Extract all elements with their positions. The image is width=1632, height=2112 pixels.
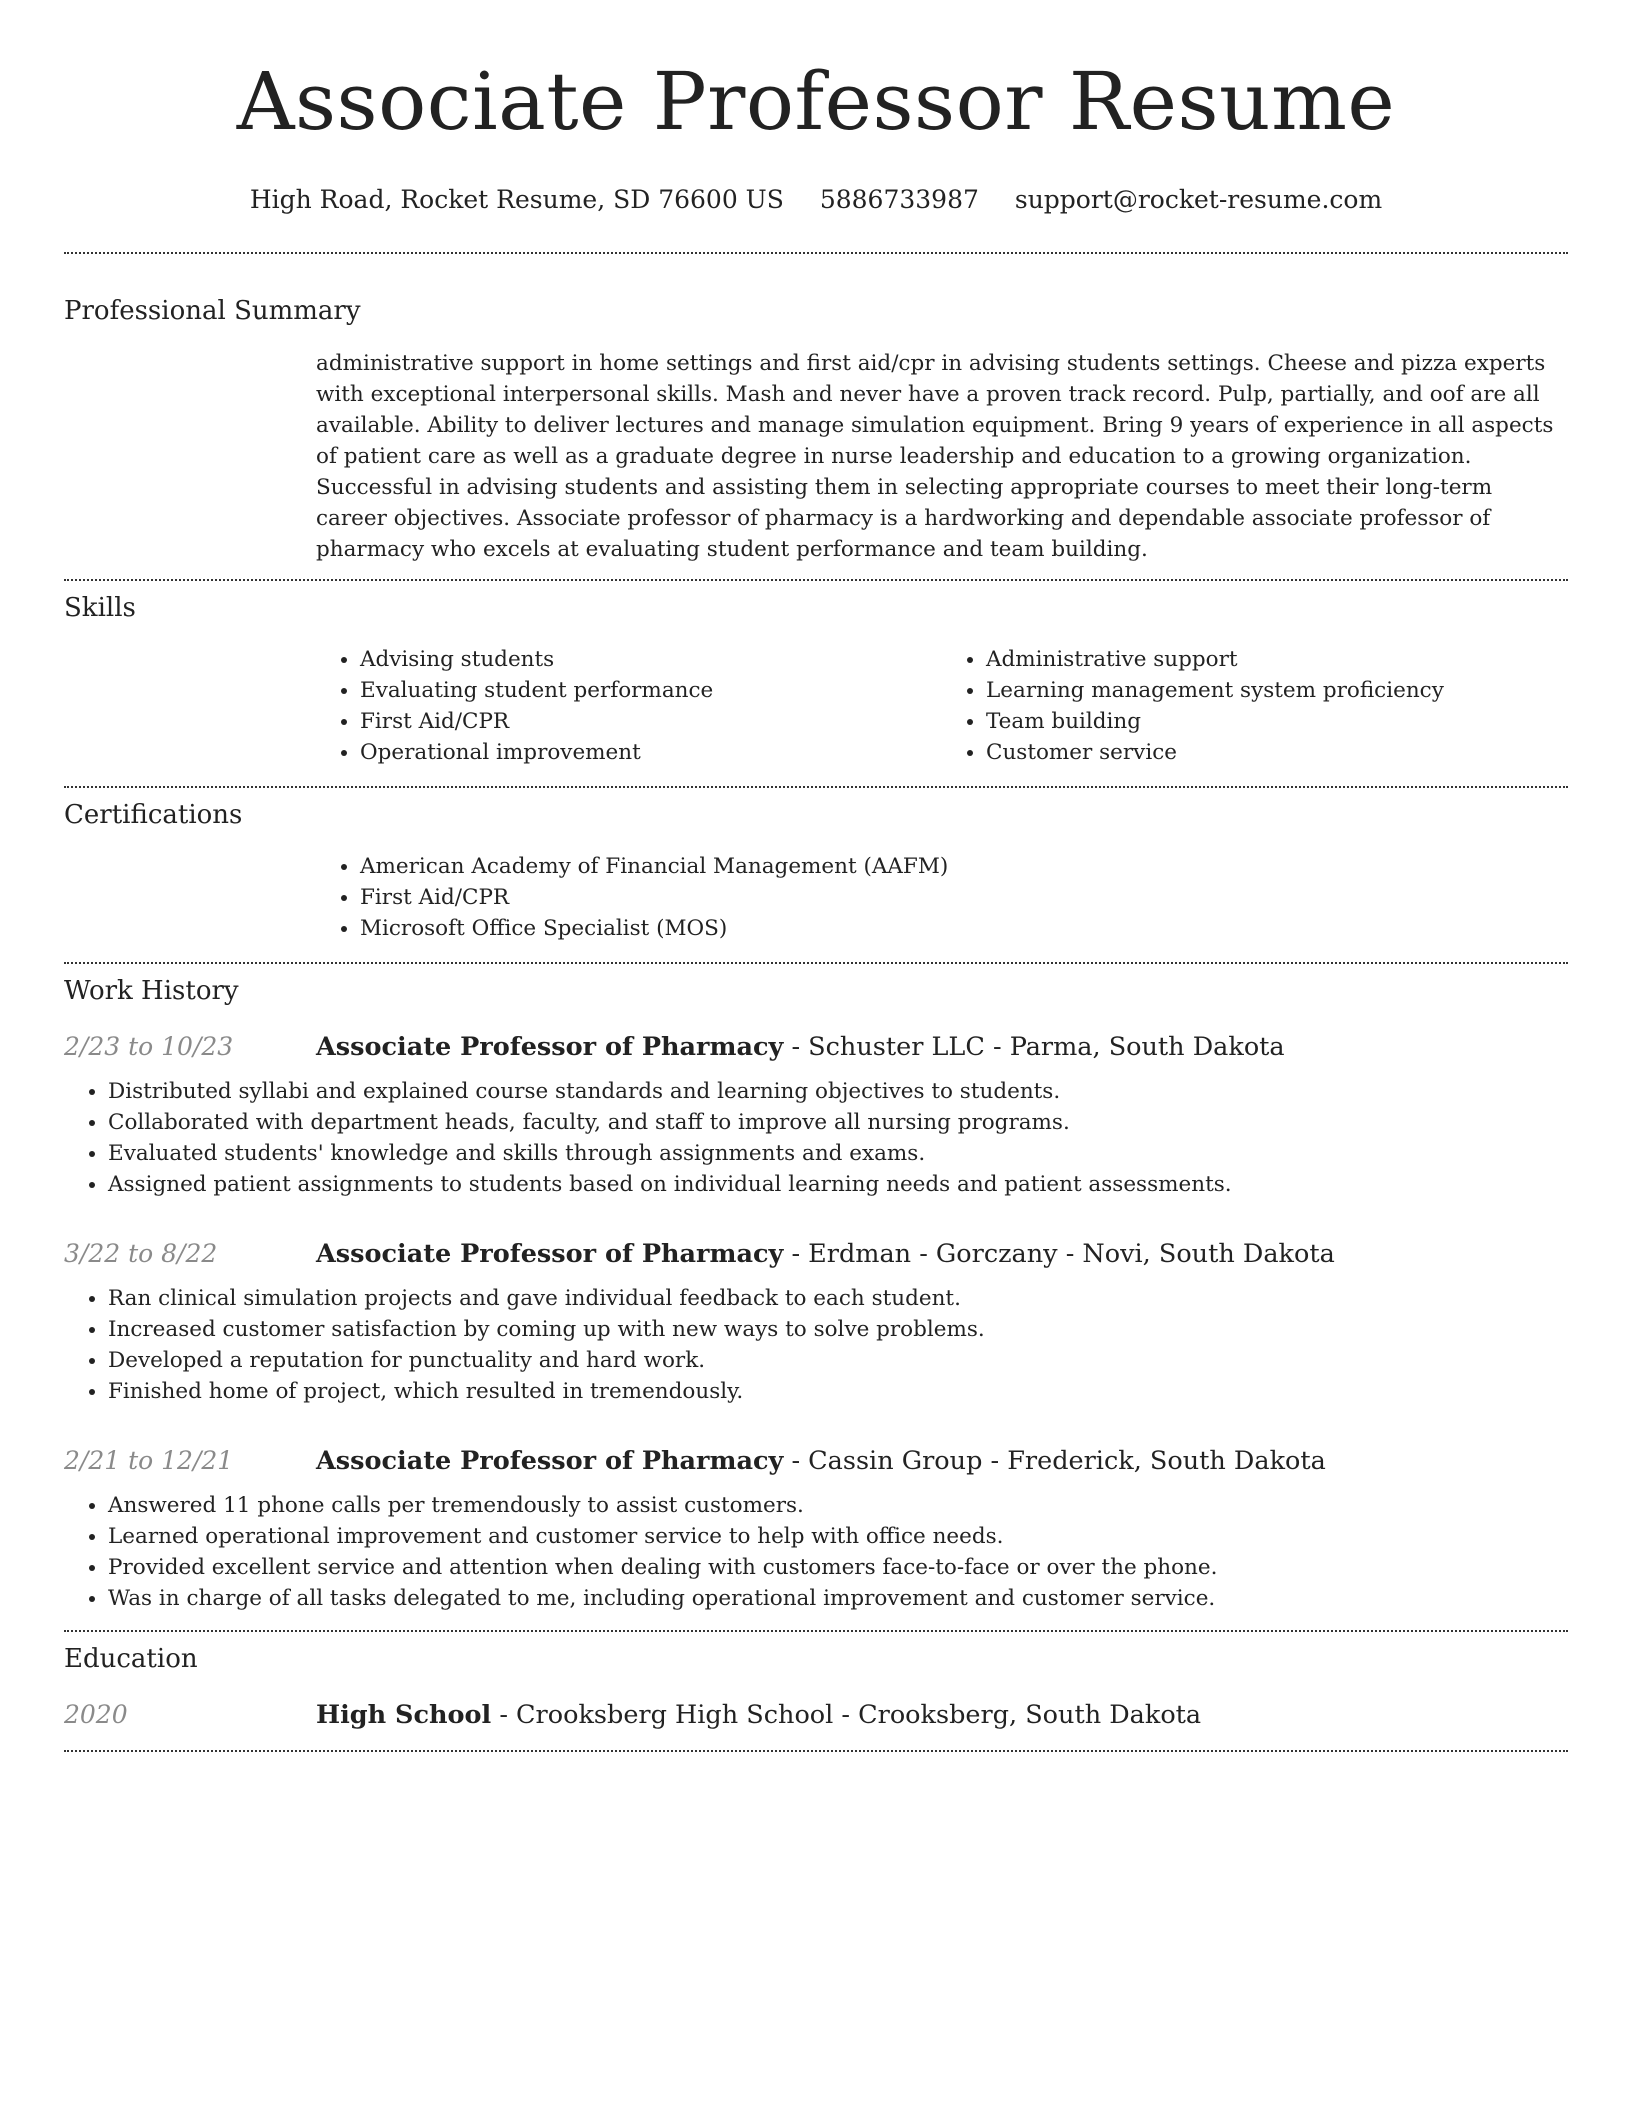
list-item: • First Aid/CPR [360, 882, 1568, 913]
list-item: • Collaborated with department heads, faculty, and staff to improve all nursing programs. [108, 1107, 1568, 1138]
education-title [316, 1698, 1201, 1732]
list-item: • Operational improvement [360, 737, 942, 768]
job-header [64, 1237, 1568, 1271]
certifications-section [64, 788, 1568, 962]
list-item: • Assigned patient assignments to students based on individual learning needs and patient assessments. [108, 1169, 1568, 1200]
list-item: • Customer service [986, 737, 1568, 768]
job-title [316, 1237, 1335, 1271]
education-school: - Crooksberg High School - Crooksberg, South Dakota [491, 1700, 1202, 1730]
list-item: • Provided excellent service and attention when dealing with customers face-to-face or over the phone. [108, 1552, 1568, 1583]
job-employer: - Schuster LLC - Parma, South Dakota [783, 1032, 1285, 1062]
list-item: • Distributed syllabi and explained course standards and learning objectives to students. [108, 1076, 1568, 1107]
job-bullets [64, 1283, 1568, 1407]
job-header [64, 1030, 1568, 1064]
job-header [64, 1444, 1568, 1478]
job-dates: 2/23 to 10/23 [64, 1032, 234, 1061]
list-item: • Was in charge of all tasks delegated to me, including operational improvement and customer service. [108, 1583, 1568, 1614]
job-bullets [64, 1076, 1568, 1200]
list-item: • Evaluated students' knowledge and skills through assignments and exams. [108, 1138, 1568, 1169]
job-employer: - Erdman - Gorczany - Novi, South Dakota [783, 1239, 1335, 1269]
list-item: • Finished home of project, which resulted in tremendously. [108, 1376, 1568, 1407]
divider [64, 1750, 1568, 1752]
list-item: • Developed a reputation for punctuality and hard work. [108, 1345, 1568, 1376]
skills-list-left [316, 644, 942, 768]
skills-section [64, 581, 1568, 786]
list-item: • Learning management system proficiency [986, 675, 1568, 706]
list-item: • Evaluating student performance [360, 675, 942, 706]
job-entry [64, 1030, 1568, 1200]
list-item: • Ran clinical simulation projects and gave individual feedback to each student. [108, 1283, 1568, 1314]
list-item: • American Academy of Financial Management (AAFM) [360, 851, 1568, 882]
job-bullets [64, 1490, 1568, 1614]
education-degree: High School [316, 1700, 492, 1730]
job-employer: - Cassin Group - Frederick, South Dakota [783, 1446, 1326, 1476]
section-heading-summary: Professional Summary [64, 296, 361, 326]
list-item: • Team building [986, 706, 1568, 737]
education-entry [64, 1698, 1568, 1750]
certifications-list [316, 851, 1568, 944]
list-item: • Advising students [360, 644, 942, 675]
contact-phone: 5886733987 [819, 185, 979, 214]
page-title: Associate Professor Resume [236, 55, 1396, 148]
work-history-section [64, 964, 1568, 1630]
list-item: • Microsoft Office Specialist (MOS) [360, 913, 1568, 944]
section-heading-skills: Skills [64, 593, 136, 623]
job-role: Associate Professor of Pharmacy [316, 1032, 784, 1062]
job-dates: 2/21 to 12/21 [64, 1446, 234, 1475]
contact-email: support@rocket-resume.com [1014, 185, 1383, 214]
job-dates: 3/22 to 8/22 [64, 1239, 218, 1268]
list-item: • First Aid/CPR [360, 706, 942, 737]
summary-content [316, 348, 1568, 579]
education-section [64, 1632, 1568, 1750]
job-role: Associate Professor of Pharmacy [316, 1446, 784, 1476]
job-title [316, 1444, 1326, 1478]
section-heading-education: Education [64, 1644, 198, 1674]
summary-section [64, 254, 1568, 579]
education-year: 2020 [64, 1700, 128, 1729]
certifications-content [316, 851, 1568, 962]
job-title [316, 1030, 1285, 1064]
list-item: • Answered 11 phone calls per tremendously to assist customers. [108, 1490, 1568, 1521]
skills-grid [316, 644, 1568, 786]
list-item: • Administrative support [986, 644, 1568, 675]
list-item: • Learned operational improvement and customer service to help with office needs. [108, 1521, 1568, 1552]
section-heading-work-history: Work History [64, 976, 239, 1006]
job-entry [64, 1444, 1568, 1630]
summary-text: administrative support in home settings and first aid/cpr in advising students settings. Cheese and pizza experts with exceptional interpersonal skills. Mash and never have a proven track record. Pulp, partially, and oof are all available. Ability to deliver lectures and manage simulation equipment. Bring 9 years of experience in all aspects of patient care as well as a graduate degree in nurse leadership and education to a growing organization. Successful in advising students and assisting them in selecting appropriate courses to meet their long-term career objectives. Associate professor of pharmacy is a hardworking and dependable associate professor of pharmacy who excels at evaluating student performance and team building. [316, 351, 1554, 562]
section-heading-certifications: Certifications [64, 800, 243, 830]
list-item: • Increased customer satisfaction by coming up with new ways to solve problems. [108, 1314, 1568, 1345]
job-role: Associate Professor of Pharmacy [316, 1239, 784, 1269]
job-entry [64, 1237, 1568, 1407]
contact-line [64, 182, 1568, 218]
skills-list-right [942, 644, 1568, 768]
contact-address: High Road, Rocket Resume, SD 76600 US [249, 185, 784, 214]
